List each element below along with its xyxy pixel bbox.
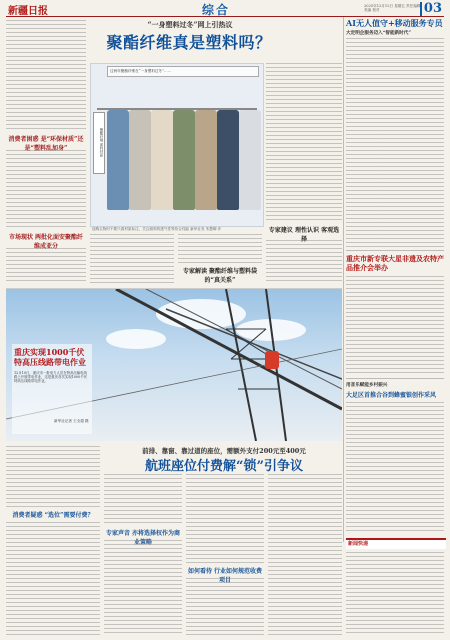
masthead: [6, 2, 444, 17]
garment: [129, 110, 151, 210]
center-column-text-1: [90, 234, 174, 284]
lower-column-text-1: [6, 446, 100, 508]
lower-column-text-6: [186, 578, 264, 636]
right-headline-2: 重庆市新专联大星非遗及农特产品推介会举办: [346, 254, 444, 272]
subhead-expert-reading: 专家解读 聚酯纤维与塑料袋的“真关系”: [182, 268, 258, 284]
lower-column-text-2: [6, 522, 100, 636]
right-subhead-1: 大定明企服务迈入“智能新时代”: [346, 31, 412, 36]
section-title: 综合: [202, 3, 231, 17]
photo-credit: 新华社记者 王全超 摄: [54, 419, 89, 423]
line-workers: [265, 351, 279, 369]
lower-subhead-1: 消费者疑惑 “选位”需要付费？: [12, 512, 94, 519]
lower-column-text-7: [268, 474, 342, 636]
subhead-market-status: 市场现状 两批化面安聚酯纤维成亚分: [8, 234, 84, 250]
right-column-text-1: [346, 38, 444, 248]
garment: [107, 110, 129, 210]
lower-column-text-4: [104, 540, 182, 636]
right-divider: [346, 378, 444, 379]
newspaper-logo: 新疆日报: [8, 6, 48, 17]
lower-headline: 航班座位付费解“锁”引争议: [145, 459, 303, 474]
material-tag: 聚酯纤维 面料材质: [93, 112, 105, 174]
story-column-text-3: [266, 63, 342, 223]
right-headline-3: 大足区首推合谷到蜂蜜银创作采风: [346, 392, 437, 399]
lower-column-text-3: [104, 474, 182, 526]
high-voltage-photo: [6, 288, 342, 441]
garment: [173, 110, 195, 210]
illustration-caption: 选购衣物时不要只看材质标注，关注面料的透气性等综合性能 新华社发 朱慧卿 作: [92, 227, 222, 231]
lower-subhead-2: 专家声音 亦将选择权作为商业策略: [105, 530, 181, 546]
garment: [151, 110, 173, 210]
lower-subhead-3: 如何看待 行业如何规范收费项目: [187, 568, 263, 584]
story-column-text-4: [266, 240, 342, 284]
news-express-text: [346, 552, 444, 636]
right-divider: [346, 250, 444, 251]
illustration-box-text: 这两年聚酯纤维在“一身塑料过冬”……: [107, 66, 259, 77]
left-column-text-2: [6, 150, 86, 230]
garment: [217, 110, 239, 210]
lower-column-text-5: [186, 474, 264, 564]
photo-title: 重庆实现1000千伏特高压线路带电作业: [14, 347, 86, 367]
garment: [195, 110, 217, 210]
garment: [239, 110, 261, 210]
center-column-text-2: [178, 234, 262, 264]
clothes-illustration: [90, 63, 264, 227]
dateline: 2025年12月12日 星期五 责任编辑 美编 校对: [364, 4, 421, 12]
right-headline-1: AI无人值守+移动服务专员: [346, 18, 443, 28]
subhead-expert-advice: 专家建议 理性认识 客观选择: [268, 227, 340, 243]
right-column-text-3: [346, 402, 444, 534]
main-headline: 聚酯纤维真是塑料吗？: [106, 33, 272, 52]
right-column-text-2: [346, 276, 444, 376]
photo-body: 12月10日，重庆市一批电力人员在特高压输电线路上开展带电作业，这是重庆首次实现1000千伏特高压线路带电作业。: [14, 371, 88, 384]
right-subhead-3: 用音乐赋能乡村振兴: [346, 383, 388, 388]
news-express-label: 新闻快递: [346, 538, 446, 549]
page-number: 03: [423, 1, 442, 16]
left-column-text-3: [6, 248, 86, 284]
lower-kicker: 前排、靠窗、靠过道的座位，需额外支付200元至400元: [142, 447, 306, 455]
subhead-consumer-confusion: 消费者困惑 是“环保材质”还是“塑料乱加身”: [8, 136, 84, 152]
main-kicker: “一身塑料过冬”网上引热议: [147, 20, 233, 29]
